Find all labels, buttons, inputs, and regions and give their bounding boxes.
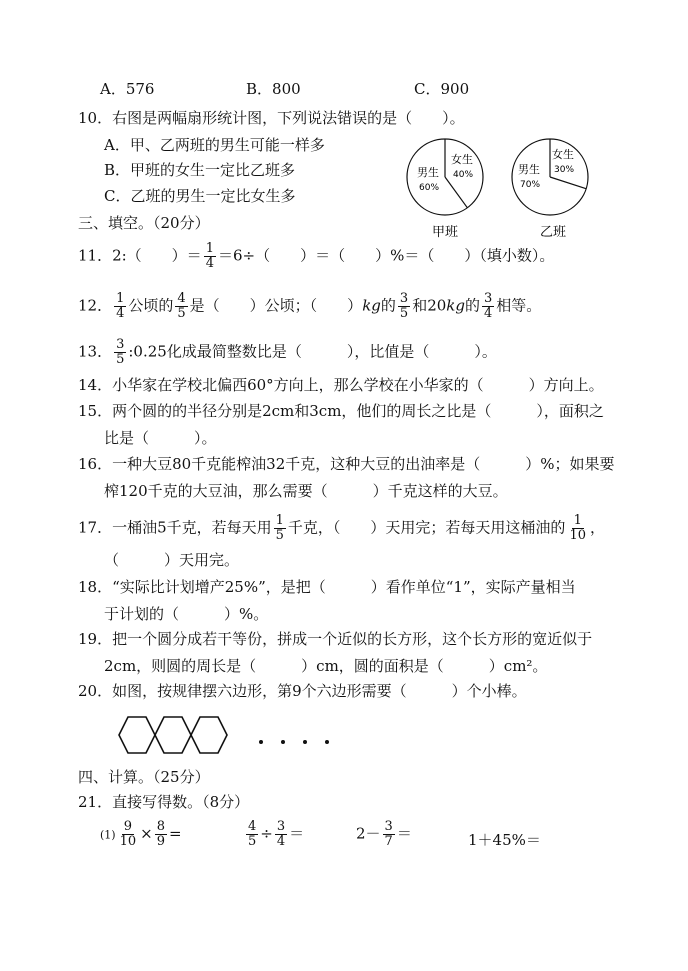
pie-yi-caption: 乙班 [540,225,567,240]
q12-frac-2: $\frac{4}{5}$ [177,291,186,321]
pie-yi-boy-pct: 70% [520,180,541,190]
pie-charts [400,132,600,242]
q15-line-2: 比是（ ）。 [104,429,217,447]
q16-line-2: 榨120千克的大豆油，那么需要（ ）千克这样的大豆。 [104,482,508,500]
q9-option-a: A．576 [100,80,155,98]
q17-frac-2: $\frac{1}{10}$ [569,513,586,543]
q13-frac: $\frac{3}{5}$ [116,337,125,367]
q10-option-a: A．甲、乙两班的男生可能一样多 [104,136,325,154]
q11-frac: $\frac{1}{4}$ [205,241,214,271]
pie-yi [512,139,588,215]
pie-jia-boy-pct: 60% [419,183,440,193]
q18-line-1: 18．“实际比计划增产25%”，是把（ ）看作单位“1”，实际产量相当 [78,578,576,596]
q10-option-c: C．乙班的男生一定比女生多 [104,187,296,205]
pie-jia-caption: 甲班 [432,225,459,240]
q9-option-b: B．800 [246,80,301,98]
q21-stem: 21．直接写得数。（8分） [78,793,250,811]
q10-option-b: B．甲班的女生一定比乙班多 [104,161,296,179]
q20: 20．如图，按规律摆六边形，第9个六边形需要（ ）个小棒。 [78,682,527,700]
q21-problem-4: 1＋45%＝ [468,831,541,849]
hexagon-figure [116,712,240,758]
q12-frac-3: $\frac{3}{5}$ [399,291,409,321]
q11-part-a: 11．2:（ ）＝ [78,246,202,265]
q12-frac-4: $\frac{3}{4}$ [484,291,493,321]
pie-jia-divider-girl [445,177,467,208]
hexagon-2 [155,717,191,753]
q17-line-2: （ ）天用完。 [104,551,240,569]
q19-line-2: 2cm，则圆的周长是（ ）cm，圆的面积是（ ）cm²。 [104,657,548,675]
q18-line-2: 于计划的（ ）%。 [104,605,269,623]
q12-frac-1: $\frac{1}{4}$ [116,291,125,321]
q21-problem-1: (1) $\frac{9}{10}$ × $\frac{8}{9}$ = [100,819,182,849]
q15-line-1: 15．两个圆的的半径分别是2cm和3cm，他们的周长之比是（ ），面积之 [78,402,604,420]
pie-yi-girl-pct: 30% [554,165,575,175]
q10-stem: 10．右图是两幅扇形统计图，下列说法错误的是（ ）。 [78,109,465,127]
q11-part-b: ＝6÷（ ）＝（ ）%＝（ ）（填小数）。 [217,246,555,265]
q17-frac-1: $\frac{1}{5}$ [275,513,284,543]
pie-jia-girl-pct: 40% [453,170,474,180]
pie-yi-divider-girl [550,177,586,189]
q12: 12． $\frac{1}{4}$ 公顷的 $\frac{4}{5}$ 是（ ）公顷；（ ）kg的 $\frac{3}{5}$ 和20kg的 $\frac{3}{4}$ 相等。 [78,291,542,321]
pie-jia [407,139,483,215]
q11 [78,242,554,271]
pie-jia-girl-label: 女生 [451,153,473,166]
pie-jia-boy-label: 男生 [417,166,439,179]
q16-line-1: 16．一种大豆80千克能榨油32千克，这种大豆的出油率是（ ）%；如果要 [78,455,615,473]
q9-option-c: C．900 [414,80,470,98]
ellipsis-dot-4 [325,740,329,744]
q17-line-1: 17．一桶油5千克，若每天用 $\frac{1}{5}$ 千克，（ ）天用完；若每天用这桶油的 $\frac{1}{10}$ ， [78,513,605,543]
section-4-heading: 四、计算。（25分） [78,768,210,786]
hexagon-3 [191,717,227,753]
q21-problem-3: 2－ $\frac{3}{7}$ ＝ [356,819,412,849]
q21-problem-2: $\frac{4}{5}$ ÷ $\frac{3}{4}$ ＝ [248,819,305,849]
hexagon-1 [119,717,155,753]
section-3-heading: 三、填空。（20分） [78,214,210,232]
pie-yi-girl-label: 女生 [552,148,574,161]
ellipsis-dot-1 [259,740,263,744]
pie-yi-boy-label: 男生 [518,163,540,176]
q19-line-1: 19．把一个圆分成若干等份，拼成一个近似的长方形，这个长方形的宽近似于 [78,630,593,648]
ellipsis-dot-2 [281,740,285,744]
q14: 14．小华家在学校北偏西60°方向上，那么学校在小华家的（ ）方向上。 [78,376,604,394]
q13: 13． $\frac{3}{5}$ :0.25化成最简整数比是（ ），比值是（ ）。 [78,337,497,367]
ellipsis-dot-3 [303,740,307,744]
